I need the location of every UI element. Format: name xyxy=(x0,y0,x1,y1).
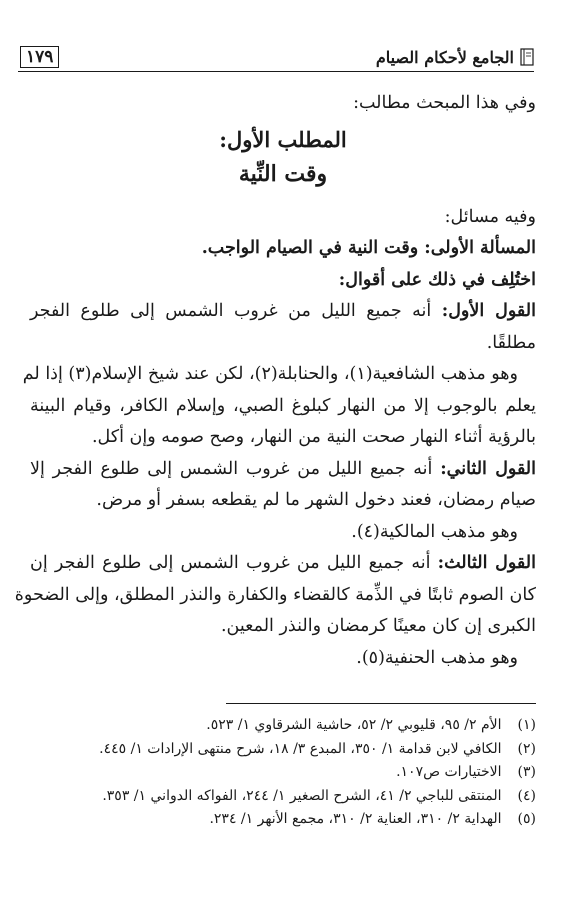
page-number: ١٧٩ xyxy=(20,46,59,68)
q3-line-2: كان الصوم ثابتًا في الذِّمة كالقضاء والكفارة والنذر المطلق، وإلى الضحوة xyxy=(14,584,536,605)
q1-label: القول الأول: xyxy=(441,301,536,321)
issues-intro: وفيه مسائل: xyxy=(444,206,536,227)
footnote-number: (٢) xyxy=(517,740,536,757)
q2-line-1 xyxy=(30,454,536,486)
book-title: الجامع لأحكام الصيام xyxy=(375,47,514,67)
q3-label: القول الثالث: xyxy=(437,553,536,573)
issue-1-label: المسألة الأولى: xyxy=(424,238,536,258)
footnote-text: الكافي لابن قدامة ١/ ٣٥٠، المبدع ٣/ ١٨، شرح منتهى الإرادات ١/ ٤٤٥. xyxy=(99,740,502,757)
intro-line: وفي هذا المبحث مطالب: xyxy=(353,93,536,113)
p1-line-2: يعلم بالوجوب إلا من النهار كبلوغ الصبي، وإسلام الكافر، وقيام البينة xyxy=(30,395,536,416)
q3-line-3: الكبرى إن كان معينًا كرمضان والنذر المعين. xyxy=(220,616,536,636)
q2-text-1: أنه جميع الليل من غروب الشمس إلى طلوع الفجر إلا xyxy=(30,458,433,479)
section-title: المطلب الأول: xyxy=(219,126,347,152)
footnote-text: الأم ٢/ ٩٥، قليوبي ٢/ ٥٢، حاشية الشرقاوي ١/ ٥٢٣. xyxy=(206,717,502,733)
issue-1-text: وقت النية في الصيام الواجب. xyxy=(201,238,419,258)
issue-1 xyxy=(30,233,536,265)
section-subtitle: وقت النِّية xyxy=(238,160,328,187)
footnote-text: المنتقى للباجي ٢/ ٤١، الشرح الصغير ١/ ٢٤٤، الفواكه الدواني ١/ ٣٥٣. xyxy=(102,787,502,804)
footnote-3 xyxy=(120,761,536,785)
q2-label: القول الثاني: xyxy=(440,458,536,479)
running-head xyxy=(376,48,534,67)
dispute-label: اختُلِف في ذلك على أقوال: xyxy=(338,269,536,290)
footnotes xyxy=(99,714,536,832)
footnote-2 xyxy=(99,738,536,762)
footnote-5 xyxy=(120,808,536,832)
q2-line-2: صيام رمضان، فعند دخول الشهر ما لم يقطعه بسفر أو مرض. xyxy=(96,490,536,510)
footnote-number: (٤) xyxy=(517,787,536,804)
page-header xyxy=(18,45,534,72)
q1-line-2: مطلقًا. xyxy=(486,332,536,353)
footnote-number: (١) xyxy=(517,717,536,733)
q3-text-1: أنه جميع الليل من غروب الشمس إلى طلوع الفجر إن xyxy=(30,553,431,573)
p1-line-3: بالرؤية أثناء النهار صحت النية من النهار، وصح صومه وإن أكل. xyxy=(91,427,536,447)
footnote-text: الهداية ٢/ ٣١٠، العناية ٢/ ٣١٠، مجمع الأنهر ١/ ٢٣٤. xyxy=(209,811,502,827)
q1-text-1: أنه جميع الليل من غروب الشمس إلى طلوع الفجر xyxy=(30,301,432,321)
footnote-1 xyxy=(120,714,536,738)
q1-line-1 xyxy=(30,296,536,328)
footnote-number: (٥) xyxy=(517,811,536,827)
book-icon xyxy=(520,48,534,66)
q3-school: وهو مذهب الحنفية(٥). xyxy=(356,647,518,668)
q2-school: وهو مذهب المالكية(٤). xyxy=(351,521,518,542)
footnote-4 xyxy=(102,785,536,809)
page-body xyxy=(14,88,536,674)
footnote-text: الاختيارات ص١٠٧. xyxy=(396,764,502,780)
footnote-number: (٣) xyxy=(517,764,536,780)
p1-line-1: وهو مذهب الشافعية(١)، والحنابلة(٢)، لكن عند شيخ الإسلام(٣) إذا لم xyxy=(22,364,518,384)
footnote-divider xyxy=(226,703,536,704)
q3-line-1 xyxy=(30,548,536,580)
